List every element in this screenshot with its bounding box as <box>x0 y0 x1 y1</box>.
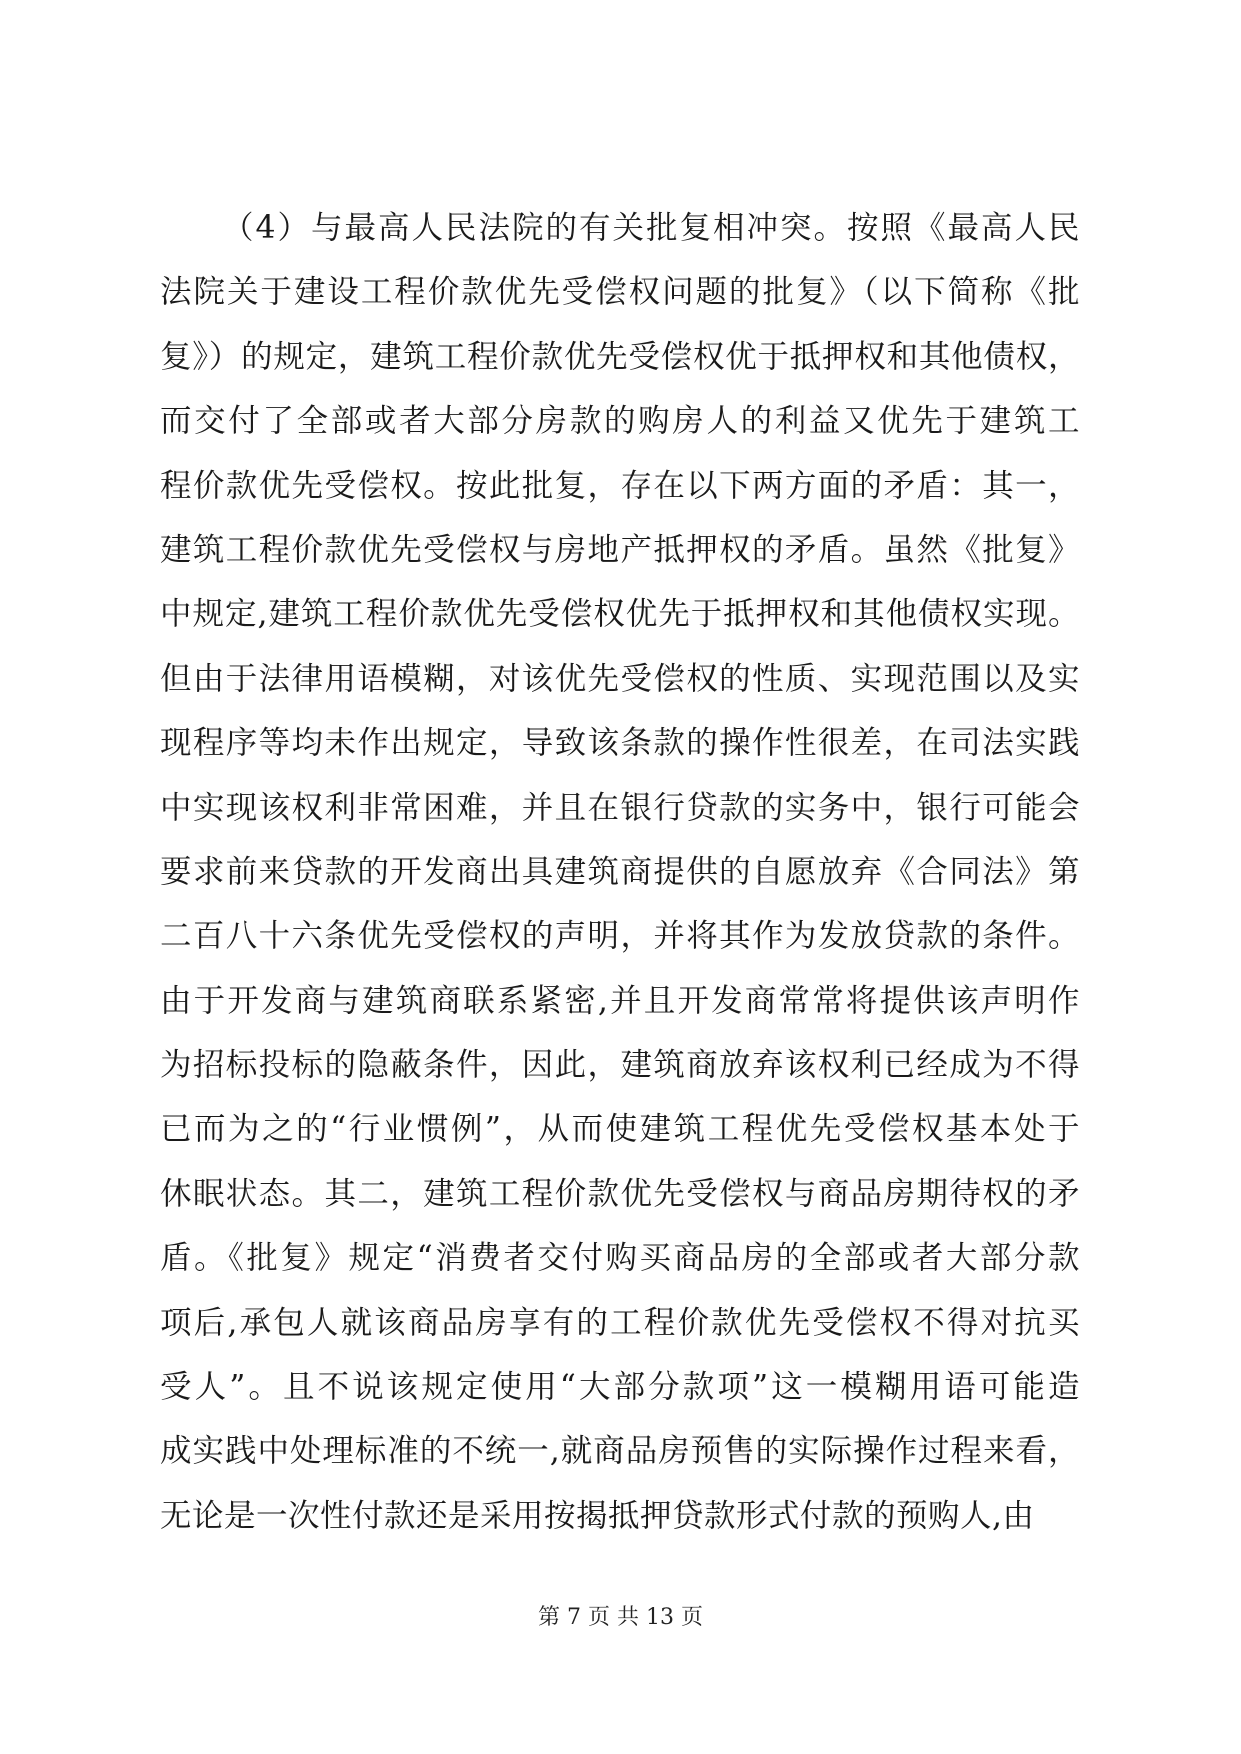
text-line: 中实现该权利非常困难，并且在银行贷款的实务中，银行可能会 <box>160 789 1080 826</box>
text-line: 已而为之的“行业惯例”，从而使建筑工程优先受偿权基本处于 <box>160 1111 1080 1148</box>
text-line: 程价款优先受偿权。按此批复，存在以下两方面的矛盾：其一， <box>160 467 1080 504</box>
text-line: 要求前来贷款的开发商出具建筑商提供的自愿放弃《合同法》第 <box>160 853 1080 890</box>
text-line: （4）与最高人民法院的有关批复相冲突。按照《最高人民 <box>222 210 1080 246</box>
text-line: 但由于法律用语模糊，对该优先受偿权的性质、实现范围以及实 <box>160 660 1080 697</box>
text-line: 法院关于建设工程价款优先受偿权问题的批复》（以下简称《批 <box>160 274 1080 311</box>
text-line: 成实践中处理标准的不统一,就商品房预售的实际操作过程来看， <box>160 1433 1080 1470</box>
text-line: 项后,承包人就该商品房享有的工程价款优先受偿权不得对抗买 <box>160 1304 1080 1341</box>
body-paragraph <box>160 196 1080 1548</box>
text-line: 由于开发商与建筑商联系紧密,并且开发商常常将提供该声明作 <box>160 982 1080 1019</box>
text-line: 而交付了全部或者大部分房款的购房人的利益又优先于建筑工 <box>160 403 1080 440</box>
text-line: 二百八十六条优先受偿权的声明，并将其作为发放贷款的条件。 <box>160 918 1080 955</box>
page-number-footer: 第 7 页 共 13 页 <box>538 1605 703 1630</box>
text-line: 中规定,建筑工程价款优先受偿权优先于抵押权和其他债权实现。 <box>160 596 1080 633</box>
text-line: 盾。《批复》规定“消费者交付购买商品房的全部或者大部分款 <box>160 1240 1080 1277</box>
text-line: 无论是一次性付款还是采用按揭抵押贷款形式付款的预购人,由 <box>160 1497 1035 1534</box>
text-line: 复》）的规定，建筑工程价款优先受偿权优于抵押权和其他债权， <box>160 338 1080 375</box>
text-line: 建筑工程价款优先受偿权与房地产抵押权的矛盾。虽然《批复》 <box>160 531 1080 568</box>
text-line: 受人”。且不说该规定使用“大部分款项”这一模糊用语可能造 <box>160 1369 1080 1406</box>
text-line: 现程序等均未作出规定，导致该条款的操作性很差，在司法实践 <box>160 725 1080 762</box>
text-line: 为招标投标的隐蔽条件，因此，建筑商放弃该权利已经成为不得 <box>160 1047 1080 1084</box>
text-line: 休眠状态。其二，建筑工程价款优先受偿权与商品房期待权的矛 <box>160 1175 1080 1212</box>
